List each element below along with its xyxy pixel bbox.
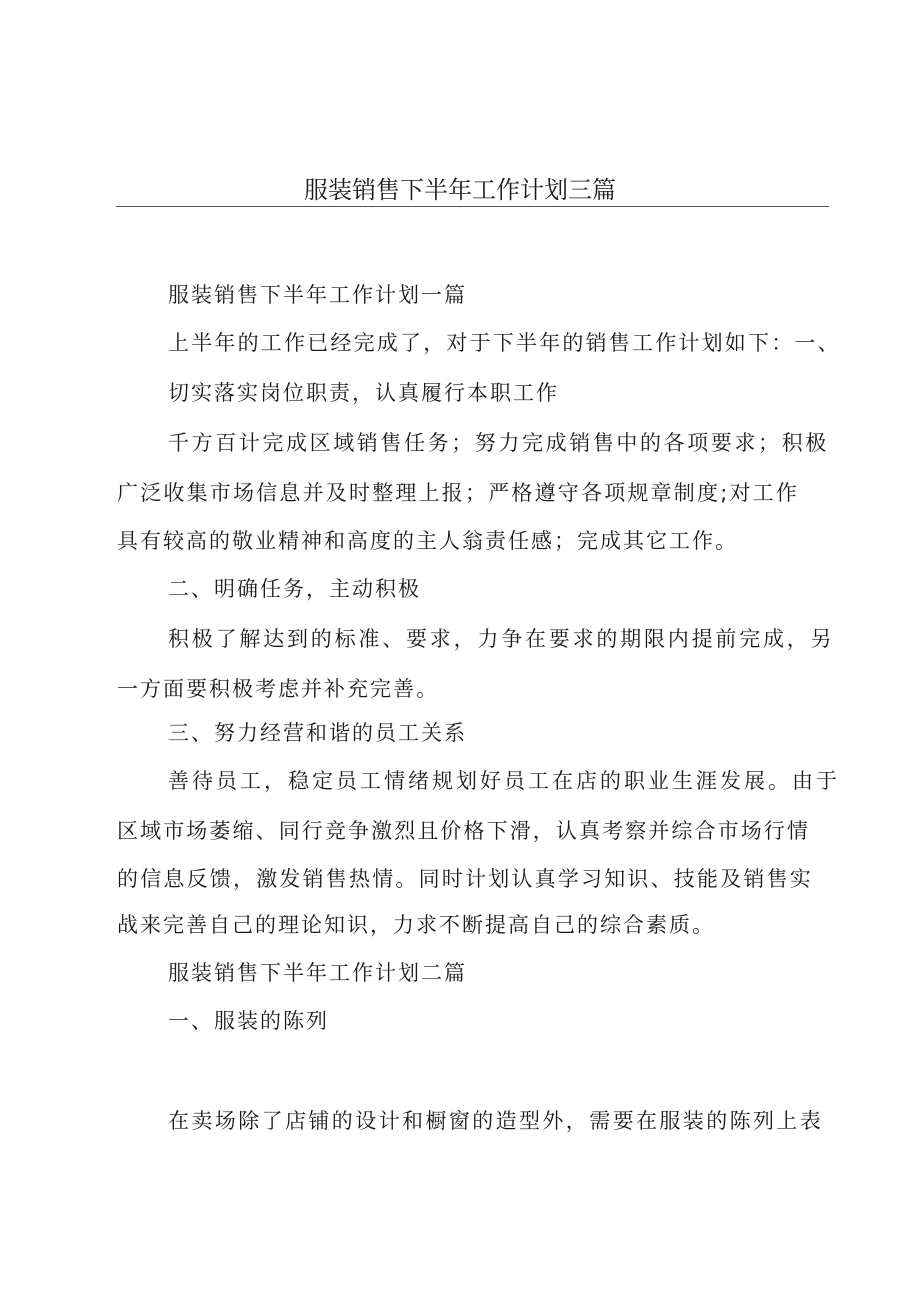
paragraph-line: 的信息反馈，激发销售热情。同时计划认真学习知识、技能及销售实 — [117, 867, 813, 891]
paragraph-line: 在卖场除了店铺的设计和橱窗的造型外，需要在服装的陈列上表 — [168, 1109, 824, 1133]
paragraph-line: 一方面要积极考虑并补充完善。 — [117, 677, 439, 701]
paragraph-line: 积极了解达到的标准、要求，力争在要求的期限内提前完成，另 — [168, 627, 835, 651]
document-title: 服装销售下半年工作计划三篇 — [304, 176, 616, 204]
paragraph-line: 区域市场萎缩、同行竞争激烈且价格下滑，认真考察并综合市场行情 — [117, 819, 810, 843]
paragraph-line: 具有较高的敬业精神和高度的主人翁责任感；完成其它工作。 — [117, 529, 738, 553]
paragraph-line: 上半年的工作已经完成了，对于下半年的销售工作计划如下：一、 — [168, 331, 841, 355]
section-heading-5: 一、服装的陈列 — [168, 1009, 329, 1033]
paragraph-line: 战来完善自己的理论知识，力求不断提高自己的综合素质。 — [117, 913, 715, 937]
section-heading-2: 二、明确任务，主动积极 — [168, 577, 421, 601]
title-underline — [116, 206, 829, 207]
section-heading-1: 服装销售下半年工作计划一篇 — [168, 283, 467, 307]
section-heading-3: 三、努力经营和谐的员工关系 — [168, 721, 467, 745]
paragraph-line: 广泛收集市场信息并及时整理上报；严格遵守各项规章制度;对工作 — [117, 481, 800, 505]
paragraph-line: 千方百计完成区域销售任务；努力完成销售中的各项要求；积极 — [168, 431, 829, 455]
section-heading-4: 服装销售下半年工作计划二篇 — [168, 961, 467, 985]
paragraph-line: 善待员工，稳定员工情绪规划好员工在店的职业生涯发展。由于 — [168, 769, 840, 793]
paragraph-line: 切实落实岗位职责，认真履行本职工作 — [168, 381, 559, 405]
